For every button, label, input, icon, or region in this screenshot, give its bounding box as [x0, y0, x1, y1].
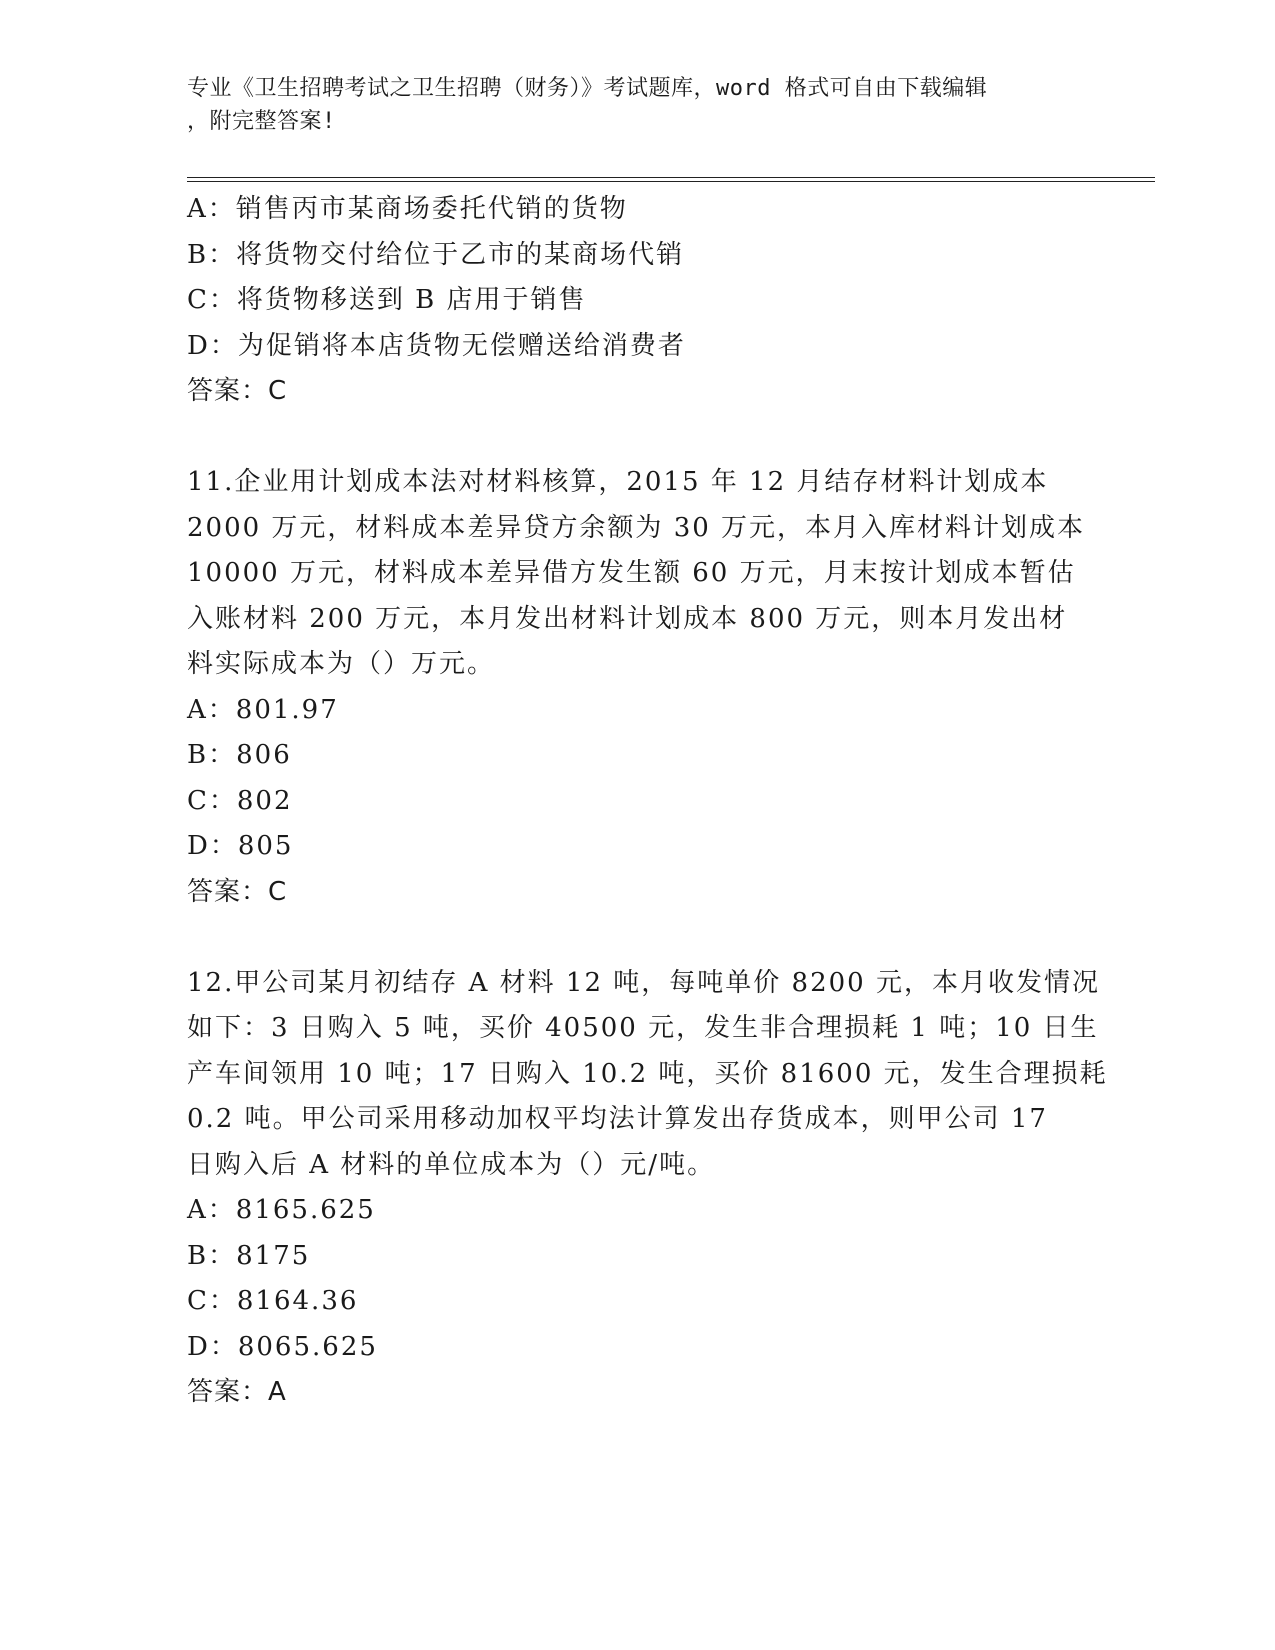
option-b: B：806 — [187, 740, 292, 770]
question-stem-line: 0.2 吨。甲公司采用移动加权平均法计算发出存货成本，则甲公司 17 — [187, 1104, 1048, 1134]
question-11 — [187, 460, 1087, 915]
document-header — [187, 72, 1087, 138]
question-12 — [187, 961, 1108, 1416]
question-content — [187, 187, 1108, 1416]
answer-line: 答案：A — [187, 1377, 287, 1407]
option-d: D：8065.625 — [187, 1331, 378, 1362]
question-stem-line: 11.企业用计划成本法对材料核算，2015 年 12 月结存材料计划成本 — [187, 467, 1049, 497]
question-stem-line: 10000 万元，材料成本差异借方发生额 60 万元，月末按计划成本暂估 — [187, 558, 1076, 588]
header-divider-top — [187, 177, 1155, 178]
spacer — [187, 415, 1087, 461]
question-stem-line: 2000 万元，材料成本差异贷方余额为 30 万元，本月入库材料计划成本 — [187, 512, 1086, 543]
option-b: B：将货物交付给位于乙市的某商场代销 — [187, 239, 685, 270]
option-a: A：8165.625 — [187, 1195, 376, 1225]
spacer — [187, 915, 1087, 961]
option-c: C：将货物移送到 B 店用于销售 — [187, 285, 587, 315]
option-c: C：802 — [187, 785, 293, 816]
answer-line: 答案：C — [187, 876, 288, 907]
header-divider-bottom — [187, 181, 1155, 182]
question-stem-line: 如下：3 日购入 5 吨，买价 40500 元，发生非合理损耗 1 吨；10 日生 — [187, 1013, 1099, 1043]
header-line-1: 专业《卫生招聘考试之卫生招聘（财务）》考试题库，word 格式可自由下载编辑 — [187, 76, 988, 101]
option-a: A：销售丙市某商场委托代销的货物 — [187, 194, 628, 224]
option-d: D：为促销将本店货物无偿赠送给消费者 — [187, 330, 686, 361]
header-line-2: ，附完整答案! — [187, 109, 336, 134]
question-stem-line: 料实际成本为（）万元。 — [187, 649, 496, 679]
answer-line: 答案：C — [187, 376, 288, 406]
question-stem-line: 12.甲公司某月初结存 A 材料 12 吨，每吨单价 8200 元，本月收发情况 — [187, 967, 1100, 998]
question-stem-line: 产车间领用 10 吨；17 日购入 10.2 吨，买价 81600 元，发生合理损耗 — [187, 1058, 1108, 1089]
question-stem-line: 日购入后 A 材料的单位成本为（）元/吨。 — [187, 1149, 716, 1180]
question-stem-line: 入账材料 200 万元，本月发出材料计划成本 800 万元，则本月发出材 — [187, 603, 1068, 634]
option-a: A：801.97 — [187, 694, 339, 725]
option-d: D：805 — [187, 831, 294, 861]
option-b: B：8175 — [187, 1240, 311, 1271]
question-10 — [187, 187, 1087, 415]
option-c: C：8164.36 — [187, 1286, 359, 1316]
